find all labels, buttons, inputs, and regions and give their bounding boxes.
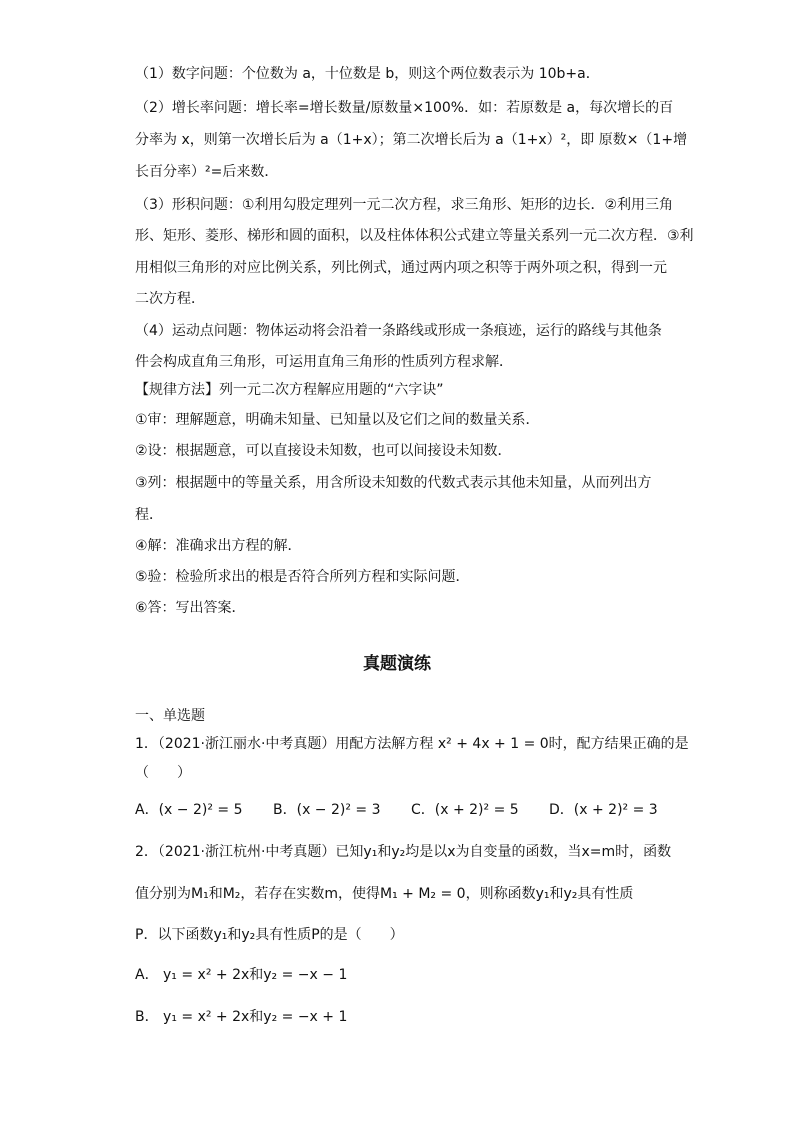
question-2-stem-line1: 2．（2021·浙江杭州·中考真题）已知y₁和y₂均是以x为自变量的函数，当x=m时，函数 — [135, 844, 672, 860]
question-2-stem-line2: 值分别为M₁和M₂，若存在实数m，使得M₁ + M₂ = 0，则称函数y₁和y₂具有性质 — [135, 886, 634, 902]
section-title: 真题演练 — [363, 654, 431, 674]
paragraph-number-problem: （1）数字问题：个位数为 a，十位数是 b，则这个两位数表示为 10b+a． — [135, 66, 600, 82]
section-label: 一、单选题 — [135, 708, 205, 724]
paragraph-motion-line1: （4）运动点问题：物体运动将会沿着一条路线或形成一条痕迹，运行的路线与其他条 — [135, 323, 662, 339]
step-set: ②设：根据题意，可以直接设未知数，也可以间接设未知数． — [135, 443, 512, 459]
step-review: ①审：理解题意，明确未知量、已知量以及它们之间的数量关系． — [135, 412, 540, 428]
step-answer: ⑥答：写出答案． — [135, 600, 246, 616]
question-1-option-d[interactable]: D．(x + 2)² = 3 — [549, 802, 658, 818]
paragraph-growth-rate-line2: 分率为 x，则第一次增长后为 a（1+x）；第二次增长后为 a（1+x）²，即 原数×（1+增 — [135, 132, 688, 148]
step-list-line1: ③列：根据题中的等量关系，用含所设未知数的代数式表示其他未知量，从而列出方 — [135, 475, 652, 491]
question-2-stem-line3: P．以下函数y₁和y₂具有性质P的是（ ） — [135, 927, 404, 943]
question-2-option-b[interactable]: B． y₁ = x² + 2x和y₂ = −x + 1 — [135, 1009, 348, 1025]
question-1-stem-line2: （ ） — [135, 765, 191, 781]
question-2-option-a[interactable]: A． y₁ = x² + 2x和y₂ = −x − 1 — [135, 967, 348, 983]
question-1-option-b[interactable]: B．(x − 2)² = 3 — [273, 802, 381, 818]
step-check: ⑤验：检验所求出的根是否符合所列方程和实际问题． — [135, 569, 470, 585]
paragraph-growth-rate-line3: 长百分率）²=后来数． — [135, 164, 279, 180]
step-list-line2: 程． — [135, 507, 163, 523]
paragraph-shape-line1: （3）形积问题：①利用勾股定理列一元二次方程，求三角形、矩形的边长．②利用三角 — [135, 197, 674, 213]
paragraph-motion-line2: 件会构成直角三角形，可运用直角三角形的性质列方程求解． — [135, 354, 513, 370]
paragraph-growth-rate-line1: （2）增长率问题：增长率=增长数量/原数量×100%．如：若原数是 a，每次增长的百 — [135, 100, 674, 116]
rule-title: 【规律方法】列一元二次方程解应用题的“六字诀” — [135, 382, 444, 398]
question-1-option-c[interactable]: C．(x + 2)² = 5 — [411, 802, 519, 818]
step-solve: ④解：准确求出方程的解． — [135, 538, 302, 554]
paragraph-shape-line3: 用相似三角形的对应比例关系，列比例式，通过两内项之积等于两外项之积，得到一元 — [135, 260, 667, 276]
paragraph-shape-line4: 二次方程． — [135, 291, 205, 307]
question-1-stem-line1: 1．（2021·浙江丽水·中考真题）用配方法解方程 x² + 4x + 1 = 0时，配方结果正确的是 — [135, 736, 689, 752]
paragraph-shape-line2: 形、矩形、菱形、梯形和圆的面积，以及柱体体积公式建立等量关系列一元二次方程．③利 — [135, 228, 694, 244]
question-1-option-a[interactable]: A．(x − 2)² = 5 — [135, 802, 243, 818]
